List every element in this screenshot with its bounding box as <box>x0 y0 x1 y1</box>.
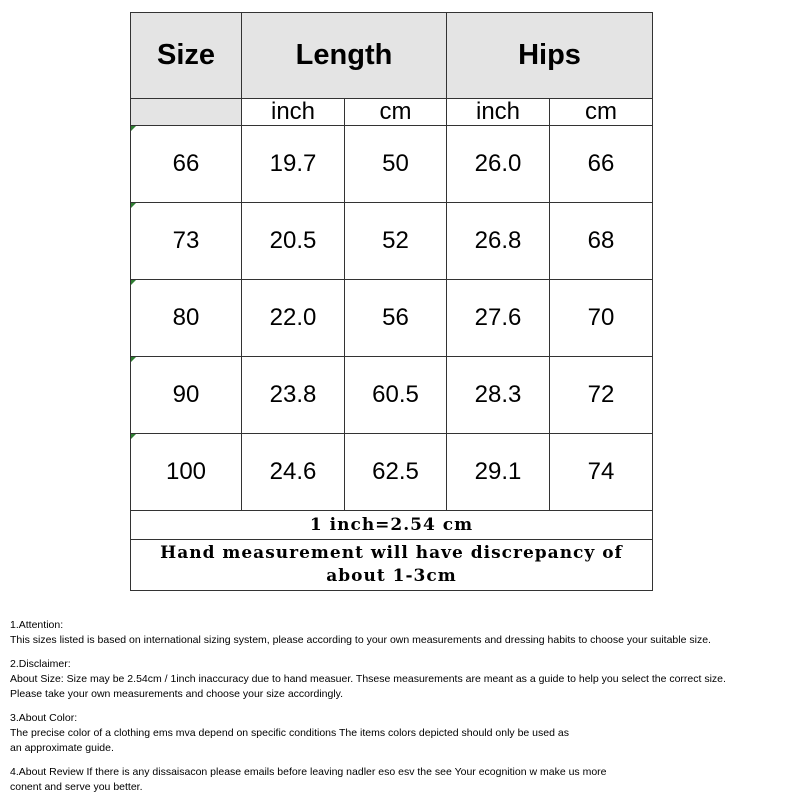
hips-inch-cell: 27.6 <box>447 280 550 357</box>
length-cm-cell: 56 <box>345 280 447 357</box>
length-cm-cell: 52 <box>345 203 447 280</box>
table-row <box>131 203 653 280</box>
length-inch-cell: 19.7 <box>242 126 345 203</box>
header-row <box>131 13 653 99</box>
note-review <box>10 765 798 795</box>
conversion-note: 1 inch=2.54 cm <box>131 511 653 540</box>
hips-inch-cell: 26.8 <box>447 203 550 280</box>
table-row <box>131 434 653 511</box>
hips-cm-unit: cm <box>550 99 653 126</box>
length-header: Length <box>242 13 447 99</box>
hips-cm-cell: 68 <box>550 203 653 280</box>
length-inch-cell: 22.0 <box>242 280 345 357</box>
note-line: an approximate guide. <box>10 742 114 754</box>
size-cell: 100 <box>131 434 242 511</box>
note-title: 1.Attention: <box>10 619 64 631</box>
note-line: The precise color of a clothing ems mva depend on specific conditions The items colors depicted should only be used as <box>10 727 569 739</box>
note-color <box>10 711 798 756</box>
unit-row <box>131 99 653 126</box>
hips-inch-cell: 26.0 <box>447 126 550 203</box>
size-cell: 73 <box>131 203 242 280</box>
note-title: 4.About Review If there is any dissaisacon please emails before leaving nadler eso esv the see Your ecognition w make us more <box>10 766 607 778</box>
unit-blank-cell <box>131 99 242 126</box>
hips-cm-cell: 72 <box>550 357 653 434</box>
size-cell: 90 <box>131 357 242 434</box>
length-inch-cell: 20.5 <box>242 203 345 280</box>
length-inch-unit: inch <box>242 99 345 126</box>
length-inch-cell: 23.8 <box>242 357 345 434</box>
size-chart-table <box>130 12 653 591</box>
notes-section <box>10 618 798 804</box>
discrepancy-note: Hand measurement will have discrepancy of about 1-3cm <box>131 540 653 591</box>
note-attention <box>10 618 798 648</box>
hips-cm-cell: 74 <box>550 434 653 511</box>
table-row <box>131 280 653 357</box>
discrepancy-row <box>131 540 653 591</box>
note-line: Please take your own measurements and choose your size accordingly. <box>10 688 344 700</box>
length-cm-cell: 50 <box>345 126 447 203</box>
hips-inch-unit: inch <box>447 99 550 126</box>
table-row <box>131 126 653 203</box>
table-row <box>131 357 653 434</box>
note-disclaimer <box>10 657 798 702</box>
note-title: 3.About Color: <box>10 712 78 724</box>
hips-inch-cell: 28.3 <box>447 357 550 434</box>
length-cm-unit: cm <box>345 99 447 126</box>
note-title: 2.Disclaimer: <box>10 658 71 670</box>
hips-cm-cell: 70 <box>550 280 653 357</box>
hips-inch-cell: 29.1 <box>447 434 550 511</box>
note-line: About Size: Size may be 2.54cm / 1inch inaccuracy due to hand measuer. Thsese measurements are meant as a guide to help you select the correct size. <box>10 673 726 685</box>
note-line: conent and serve you better. <box>10 781 143 793</box>
length-inch-cell: 24.6 <box>242 434 345 511</box>
hips-cm-cell: 66 <box>550 126 653 203</box>
hips-header: Hips <box>447 13 653 99</box>
note-line: This sizes listed is based on international sizing system, please according to your own measurements and dressing habits to choose your suitable size. <box>10 634 711 646</box>
size-cell: 80 <box>131 280 242 357</box>
size-header: Size <box>131 13 242 99</box>
length-cm-cell: 62.5 <box>345 434 447 511</box>
size-cell: 66 <box>131 126 242 203</box>
conversion-row <box>131 511 653 540</box>
length-cm-cell: 60.5 <box>345 357 447 434</box>
